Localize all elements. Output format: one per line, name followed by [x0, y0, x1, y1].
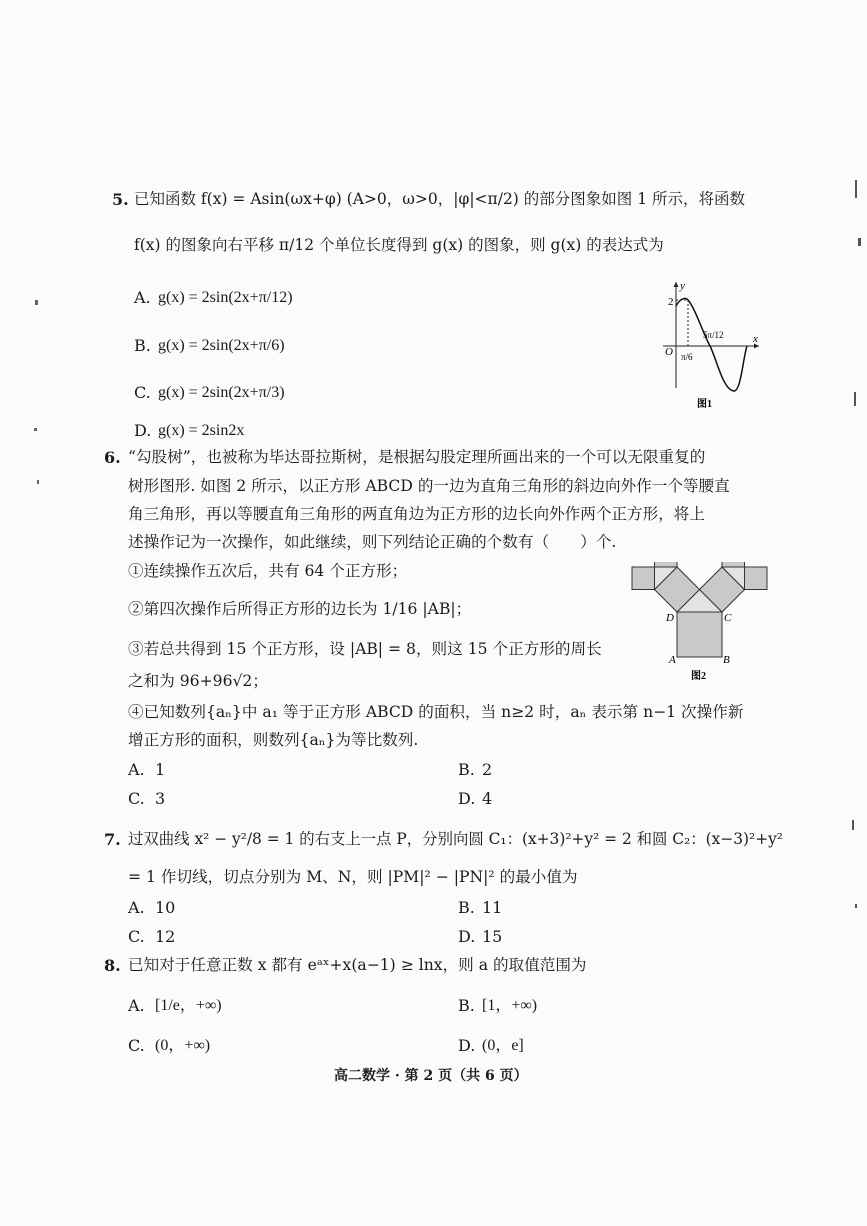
question-stem-line: 述操作记为一次操作，如此继续，则下列结论正确的个数有（ ）个.	[128, 533, 617, 551]
option-text: 12	[155, 927, 176, 946]
vertex-a-label: A	[669, 654, 676, 666]
question-number: 7.	[104, 830, 121, 849]
option-label: D.	[134, 421, 152, 440]
option-text: g(x) = 2sin(2x+π/6)	[158, 337, 285, 354]
square-right-outer	[745, 567, 768, 590]
option-label: D.	[458, 927, 476, 946]
square-right-top	[722, 562, 745, 567]
question-stem-line: 树形图形. 如图 2 所示，以正方形 ABCD 的一边为直角三角形的斜边向外作一个等腰直	[128, 477, 730, 495]
vertex-d-label: D	[666, 612, 674, 624]
figure-caption: 图2	[691, 671, 706, 682]
vertex-c-label: C	[724, 612, 732, 624]
question-number: 6.	[104, 448, 121, 467]
question-stem-line: = 1 作切线，切点分别为 M、N，则 |PM|² − |PN|² 的最小值为	[128, 868, 578, 886]
statement-4: ④已知数列{aₙ}中 a₁ 等于正方形 ABCD 的面积，当 n≥2 时，aₙ 表示第 n−1 次操作新	[128, 703, 744, 721]
square-abcd	[677, 612, 722, 657]
origin-label: O	[665, 346, 673, 358]
option-text: 2	[482, 760, 493, 779]
question-number: 5.	[112, 190, 129, 209]
option-label: A.	[134, 288, 151, 307]
question-stem-line: “勾股树”，也被称为毕达哥拉斯树，是根据勾股定理所画出来的一个可以无限重复的	[128, 448, 706, 466]
square-left-outer	[632, 567, 655, 590]
page-footer: 高二数学 · 第 2 页（共 6 页）	[334, 1068, 528, 1084]
statement-3: ③若总共得到 15 个正方形，设 |AB| = 8，则这 15 个正方形的周长	[128, 640, 602, 658]
question-stem-line: f(x) 的图象向右平移 π/12 个单位长度得到 g(x) 的图象，则 g(x) 的表达式为	[134, 236, 664, 254]
statement-2: ②第四次操作后所得正方形的边长为 1/16 |AB|；	[128, 600, 472, 618]
option-label: C.	[128, 789, 145, 808]
option-label: A.	[128, 760, 145, 779]
question-stem-line: 已知对于任意正数 x 都有 eᵃˣ+x(a−1) ≥ lnx，则 a 的取值范围为	[128, 956, 587, 974]
y-axis-label: y	[680, 280, 685, 292]
option-text: 3	[155, 789, 166, 808]
option-text: 10	[155, 898, 176, 917]
option-text: 11	[482, 898, 503, 917]
question-stem-line: 过双曲线 x² − y²/8 = 1 的右支上一点 P，分别向圆 C₁：(x+3)²+y² = 2 和圆 C₂：(x−3)²+y²	[128, 830, 783, 848]
vertex-b-label: B	[723, 654, 730, 666]
figure-caption: 图1	[697, 399, 712, 410]
option-text: (0，+∞)	[155, 1037, 211, 1054]
max-value-label: 2	[668, 296, 674, 308]
figure-1-sine-graph	[655, 278, 765, 413]
option-text: [1/e，+∞)	[155, 997, 222, 1014]
square-left-top	[655, 562, 678, 567]
option-label: D.	[458, 1036, 476, 1055]
option-label: C.	[128, 1036, 145, 1055]
question-number: 8.	[104, 956, 121, 975]
tick-pi-over-6: π/6	[681, 352, 693, 362]
question-stem-line: 角三角形，再以等腰直角三角形的两直角边为正方形的边长向外作两个正方形，将上	[128, 505, 705, 523]
option-text: [1，+∞)	[482, 997, 538, 1014]
option-label: C.	[128, 927, 145, 946]
x-axis-label: x	[753, 333, 758, 345]
option-label: C.	[134, 383, 151, 402]
option-text: 4	[482, 789, 493, 808]
statement-1: ①连续操作五次后，共有 64 个正方形；	[128, 562, 408, 580]
option-label: D.	[458, 789, 476, 808]
option-text: 1	[155, 760, 166, 779]
tick-5pi-over-12: 5π/12	[703, 330, 724, 340]
option-label: A.	[128, 996, 145, 1015]
option-text: (0，e]	[482, 1037, 524, 1054]
option-text: g(x) = 2sin(2x+π/3)	[158, 384, 285, 401]
option-label: B.	[458, 996, 475, 1015]
statement-3-continued: 之和为 96+96√2；	[128, 672, 268, 690]
option-text: 15	[482, 927, 503, 946]
option-text: g(x) = 2sin2x	[158, 422, 245, 439]
sine-curve	[676, 298, 747, 391]
option-label: B.	[458, 898, 475, 917]
option-text: g(x) = 2sin(2x+π/12)	[158, 289, 293, 306]
option-label: B.	[134, 336, 151, 355]
option-label: A.	[128, 898, 145, 917]
statement-4-continued: 增正方形的面积，则数列{aₙ}为等比数列.	[128, 731, 419, 749]
question-stem-line: 已知函数 f(x) = Asin(ωx+φ) (A>0，ω>0，|φ|<π/2) 的部分图象如图 1 所示，将函数	[134, 190, 745, 208]
y-axis-arrow	[674, 282, 679, 287]
figure-2-pythagoras-tree	[625, 562, 775, 687]
option-label: B.	[458, 760, 475, 779]
